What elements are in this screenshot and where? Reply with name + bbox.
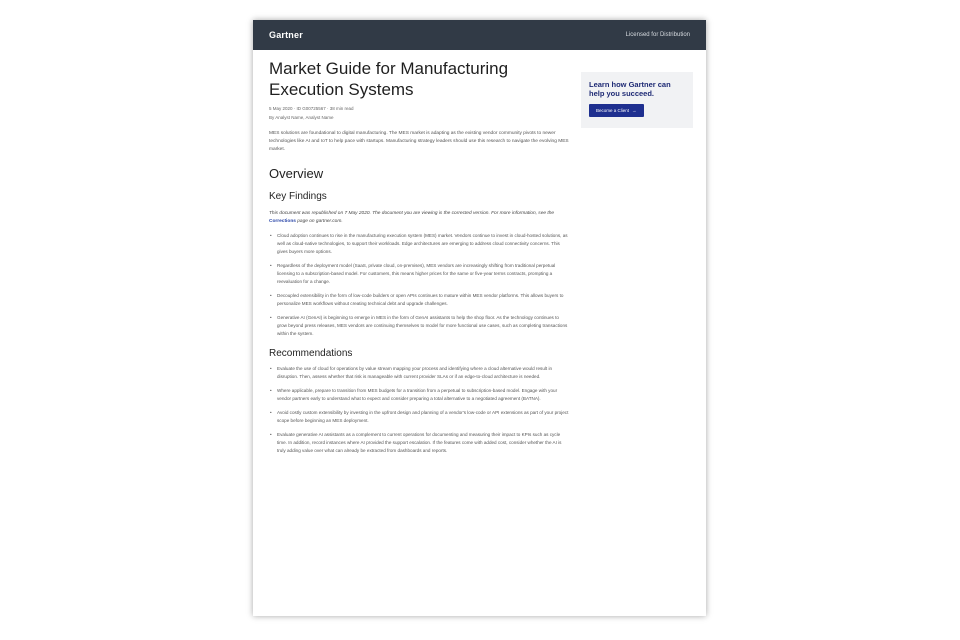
promo-title: Learn how Gartner can help you succeed. [589,80,671,98]
arrow-right-icon: → [632,108,637,113]
cta-label: Become a Client [596,108,630,113]
recommendations-heading: Recommendations [269,348,353,359]
license-label: Licensed for Distribution [625,32,690,38]
list-item: • Where applicable, prepare to transition from MES budgets for a transition from a perpetual to subscription-based model. Engage with your vendor partners early to understand what to expect and consider preparing a total alternative to a negotiated agreement (BATNA). [269,387,569,403]
list-item: • Evaluate generative AI assistants as a complement to current operations for documenting and measuring their impact to KPIs such as cycle time. In addition, record instances where AI provided the support escalation. If the features come with added cost, consider whether the AI is truly adding value over what can already be extracted from dashboards and reports. [269,431,569,455]
document-page [253,20,706,616]
key-findings-heading: Key Findings [269,191,327,202]
publication-meta: 5 May 2020 · ID G00725567 · 38 min read [269,106,354,111]
top-bar [253,20,706,50]
key-findings-list [269,232,569,338]
list-item: • Regardless of the deployment model (SaaS, private cloud, on-premises), MES vendors are increasingly shifting from traditional perpetual licensing to a subscription-based model. For customers, this means higher prices for the same or five-year terms contracts, prompting a reevaluation for a change. [269,262,569,286]
gartner-logo[interactable]: Gartner [269,30,303,40]
note-tail: page on gartner.com. [295,219,343,224]
list-item: • Evaluate the use of cloud for operations by value stream mapping your process and identifying where a cloud alternative would result in disruption. Then, assess whether that risk is manageable with current provider SLAs or if an edge-to-cloud architecture is needed. [269,365,569,381]
list-item: • Cloud adoption continues to rise in the manufacturing execution system (MES) market. Vendors continue to invest in cloud-hosted solutions, as well as cloud-native technologies, to support their workloads. Edge architectures are emerging to address cloud connectivity concerns. This gives buyers more options. [269,232,569,256]
main-content [269,58,569,461]
list-item: • Decoupled extensibility in the form of low-code builders or open APIs continues to mature within MES vendor platforms. This allows buyers to personalize MES workflows without creating technical debt and upgrade challenges. [269,292,569,308]
list-item: • Generative AI (GenAI) is beginning to emerge in MES in the form of GenAI assistants to help the shop floor. As the technology continues to grow beyond press releases, MES vendors are continuing themselves to model for more functional use cases, such as completing transactions within the system. [269,314,569,338]
promo-box [581,72,693,128]
intro-summary: MES solutions are foundational to digital manufacturing. The MES market is adapting as the existing vendor community pivots to newer technologies like AI and IoT to help pace with startups. Manufacturing strategy leaders should use this research to navigate the evolving MES market. [269,131,569,152]
page-title: Market Guide for Manufacturing Execution Systems [269,59,509,99]
overview-heading: Overview [269,166,324,181]
become-client-button[interactable] [589,104,644,117]
recommendations-list [269,365,569,455]
list-item: • Avoid costly custom extensibility by investing in the upfront design and planning of a vendor's low-code or API extensions as part of your project scope before beginning an MES deployment. [269,409,569,425]
note-text: This document was republished on 7 May 2020. The document you are viewing is the corrected version. For more information, see the [269,211,555,216]
corrections-link[interactable]: Corrections [269,219,296,224]
republish-note [269,210,569,226]
author-line: By Analyst Name, Analyst Name [269,115,334,120]
